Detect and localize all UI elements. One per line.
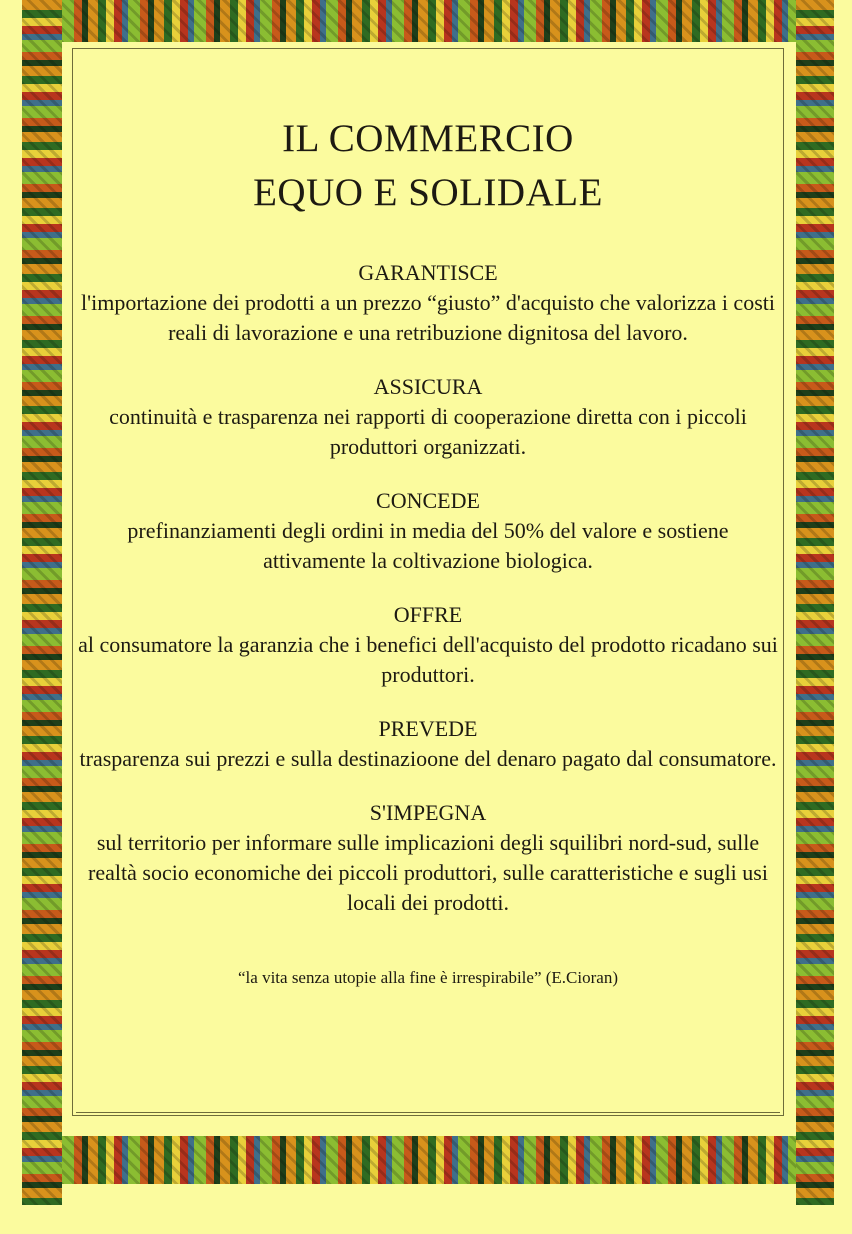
section-text: prefinanziamenti degli ordini in media del 50% del valore e sostiene attivamente la coltivazione biologica. [127,518,729,573]
section-simpegna [78,798,778,918]
section-text: sul territorio per informare sulle implicazioni degli squilibri nord-sud, sulle realtà socio economiche dei piccoli produttori, sulle caratteristiche e sugli usi locali dei prodotti. [88,830,768,915]
section-heading: S'IMPEGNA [369,800,487,825]
section-heading: PREVEDE [378,716,478,741]
closing-quote: “la vita senza utopie alla fine è irrespirabile” (E.Cioran) [238,968,618,987]
title-line-2: EQUO E SOLIDALE [253,171,603,214]
section-assicura [78,372,778,462]
bottom-divider [76,1112,780,1113]
woven-border-top [22,0,800,42]
section-heading: ASSICURA [373,374,483,399]
section-prevede [78,714,778,774]
section-heading: OFFRE [393,602,463,627]
section-text: l'importazione dei prodotti a un prezzo “giusto” d'acquisto che valorizza i costi reali di lavorazione e una retribuzione dignitosa del lavoro. [81,290,775,345]
section-text: continuità e trasparenza nei rapporti di cooperazione diretta con i piccoli produttori organizzati. [109,404,747,459]
section-text: trasparenza sui prezzi e sulla destinazioone del denaro pagato dal consumatore. [79,746,777,771]
section-concede [78,486,778,576]
woven-border-left [22,0,62,1205]
section-heading: CONCEDE [376,488,480,513]
section-offre [78,600,778,690]
page-title [78,112,778,220]
woven-border-right [796,0,834,1205]
document-content [78,112,778,1007]
section-garantisce [78,258,778,348]
section-heading: GARANTISCE [358,260,498,285]
woven-border-bottom [22,1136,800,1184]
title-line-1: IL COMMERCIO [282,117,574,160]
section-text: al consumatore la garanzia che i benefici dell'acquisto del prodotto ricadano sui produttori. [78,632,778,687]
